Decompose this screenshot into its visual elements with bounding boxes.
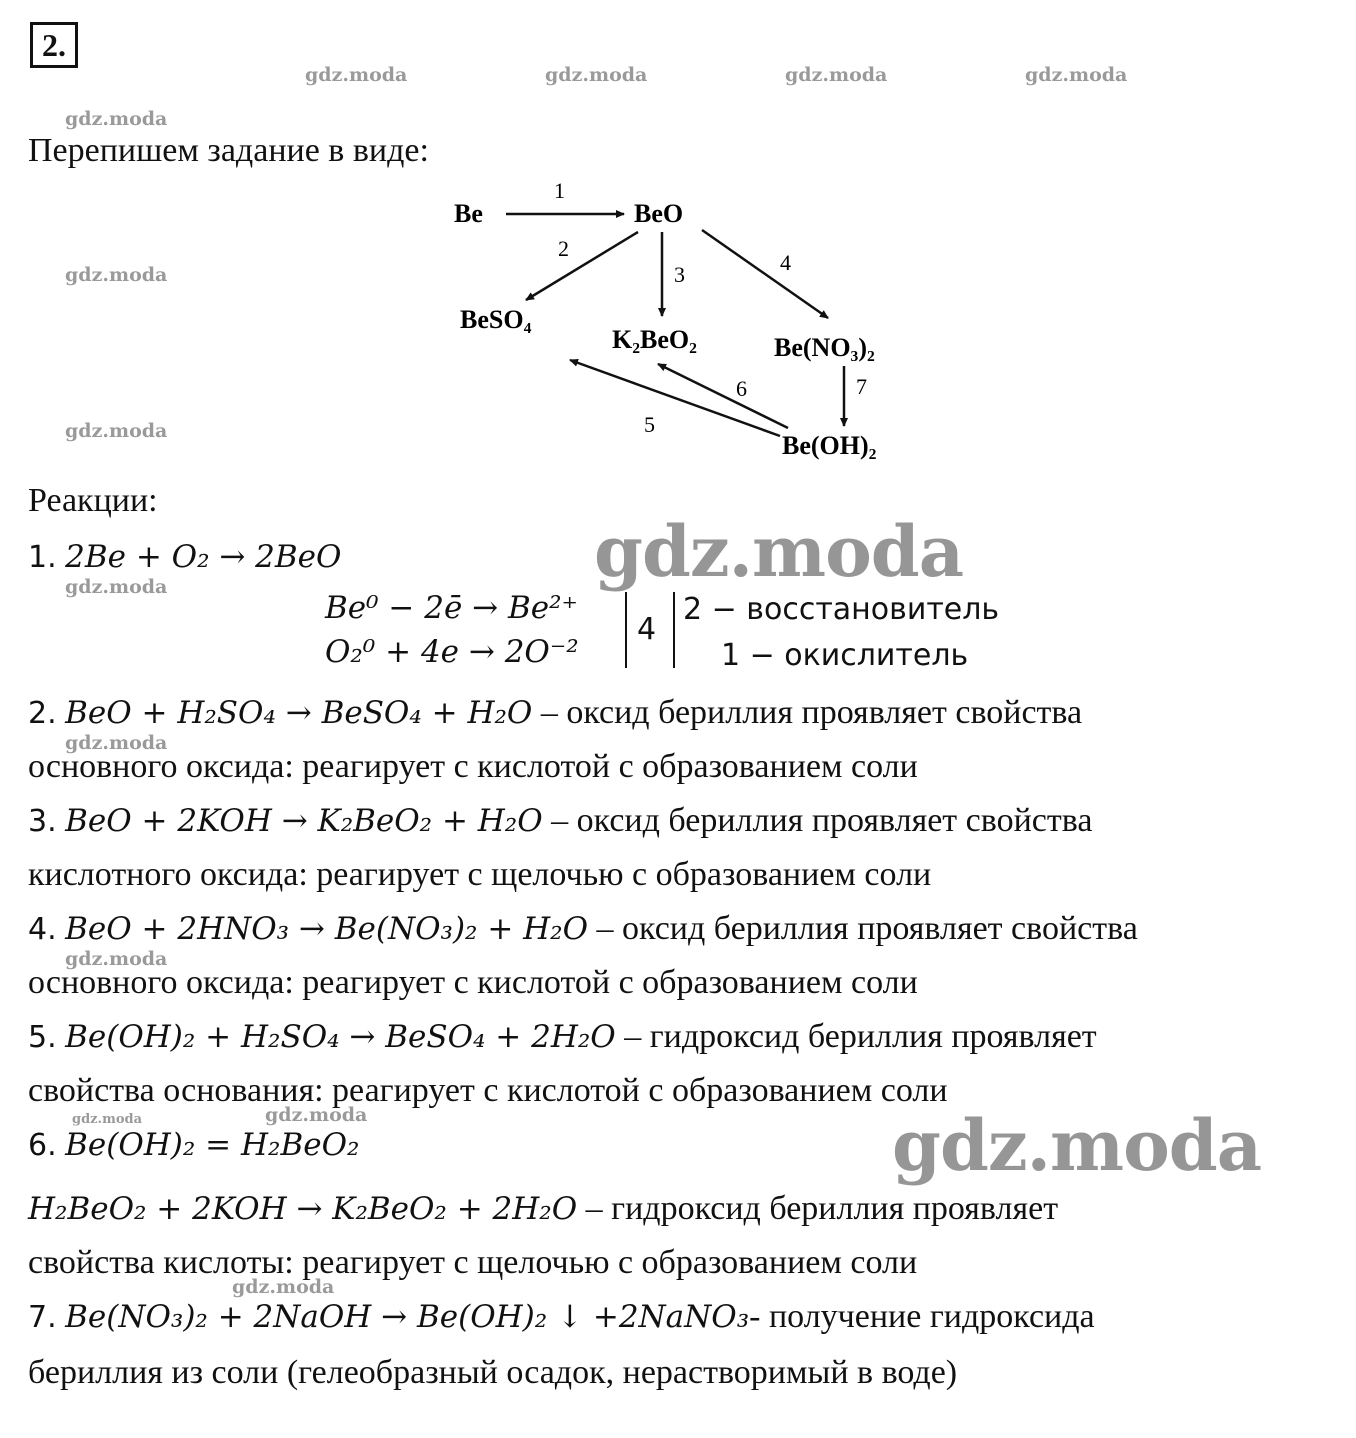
node-beoh2: Be(OH)₂ [782,431,877,460]
reaction-1 [28,538,341,576]
reaction-description: – гидроксид бериллия проявляет [615,1018,1097,1055]
reaction-number: 1. [28,540,57,575]
balance-divider [673,592,675,668]
reaction-number: 6. [28,1128,57,1163]
reaction-description: - получение гидроксида [749,1298,1095,1335]
task-number: 2. [30,22,78,68]
reaction-5-description: свойства основания: реагирует с кислотой с образованием соли [28,1072,948,1109]
watermark-text: gdz.moda [232,1276,335,1298]
reaction-7 [28,1298,1095,1336]
arrow-label-3: 3 [674,262,685,287]
reaction-number: 5. [28,1020,57,1055]
reaction-7-description: бериллия из соли (гелеобразный осадок, нерастворимый в воде) [28,1354,958,1391]
balance-coef-reducer: 2 − восстановитель [683,592,1000,627]
reaction-6b [28,1190,1058,1228]
arrow-label-4: 4 [780,250,791,275]
equation: 2Be + O₂ → 2BeO [65,539,342,575]
watermark-text: gdz.moda [785,64,888,86]
arrow-label-5: 5 [644,412,655,437]
watermark-text: gdz.moda [1025,64,1128,86]
equation: BeO + 2KOH → K₂BeO₂ + H₂O [65,803,543,839]
reaction-description: – оксид бериллия проявляет свойства [588,910,1138,947]
watermark-text: gdz.moda [65,420,168,442]
reaction-number: 2. [28,696,57,731]
transformation-scheme [440,170,920,470]
watermark-text: gdz.moda [305,64,408,86]
watermark-text: gdz.moda [265,1104,368,1126]
balance-lcm: 4 [637,612,657,647]
reaction-number: 4. [28,912,57,947]
reaction-description: – оксид бериллия проявляет свойства [542,802,1093,839]
reaction-4 [28,910,1138,948]
arrow-4 [702,230,828,318]
reaction-description: – оксид бериллия проявляет свойства [532,694,1083,731]
reaction-5 [28,1018,1097,1056]
reaction-6-description: свойства кислоты: реагирует с щелочью с образованием соли [28,1244,918,1281]
equation: Be(NO₃)₂ + 2NaOH → Be(OH)₂ ↓ +2NaNO₃ [65,1299,750,1335]
node-k2beo2: K₂BeO₂ [612,325,697,354]
equation: BeO + 2HNO₃ → Be(NO₃)₂ + H₂O [65,911,589,947]
node-beso4: BeSO₄ [460,305,532,334]
reaction-number: 3. [28,804,57,839]
arrow-label-6: 6 [736,376,747,401]
watermark-text: gdz.moda [65,732,168,754]
reaction-2-description: основного оксида: реагирует с кислотой с образованием соли [28,748,918,785]
watermark-text: gdz.moda [65,108,168,130]
electron-balance [325,590,1045,672]
equation: Be(OH)₂ = H₂BeO₂ [65,1127,360,1163]
node-beo: BeO [634,199,684,228]
equation: BeO + H₂SO₄ → BeSO₄ + H₂O [65,695,533,731]
equation: Be(OH)₂ + H₂SO₄ → BeSO₄ + 2H₂O [65,1019,616,1055]
arrow-2 [526,232,638,300]
intro-text: Перепишем задание в виде: [28,132,429,169]
balance-divider [625,592,627,668]
half-reaction-oxidation: Be⁰ − 2ē → Be²⁺ [325,590,578,626]
reaction-4-description: основного оксида: реагирует с кислотой с образованием соли [28,964,918,1001]
reaction-3-description: кислотного оксида: реагирует с щелочью с образованием соли [28,856,932,893]
half-reaction-reduction: O₂⁰ + 4e → 2O⁻² [325,634,579,670]
arrow-6 [658,364,788,428]
watermark-text: gdz.moda [545,64,648,86]
arrow-label-2: 2 [558,236,569,261]
reaction-6 [28,1126,359,1164]
watermark-large: gdz.moda [594,510,964,593]
arrow-label-1: 1 [554,178,565,203]
reaction-number: 7. [28,1300,57,1335]
watermark-text: gdz.moda [65,576,168,598]
equation: H₂BeO₂ + 2KOH → K₂BeO₂ + 2H₂O [28,1191,578,1227]
watermark-text: gdz.moda [72,1112,143,1127]
arrow-label-7: 7 [856,374,867,399]
reaction-description: – гидроксид бериллия проявляет [577,1190,1059,1227]
balance-coef-oxidizer: 1 − окислитель [721,638,969,673]
reactions-heading: Реакции: [28,482,158,519]
reaction-3 [28,802,1092,840]
reaction-2 [28,694,1082,732]
watermark-text: gdz.moda [65,948,168,970]
watermark-text: gdz.moda [65,264,168,286]
node-beno3: Be(NO₃)₂ [774,333,875,362]
node-be: Be [454,199,483,228]
watermark-large: gdz.moda [892,1104,1262,1187]
